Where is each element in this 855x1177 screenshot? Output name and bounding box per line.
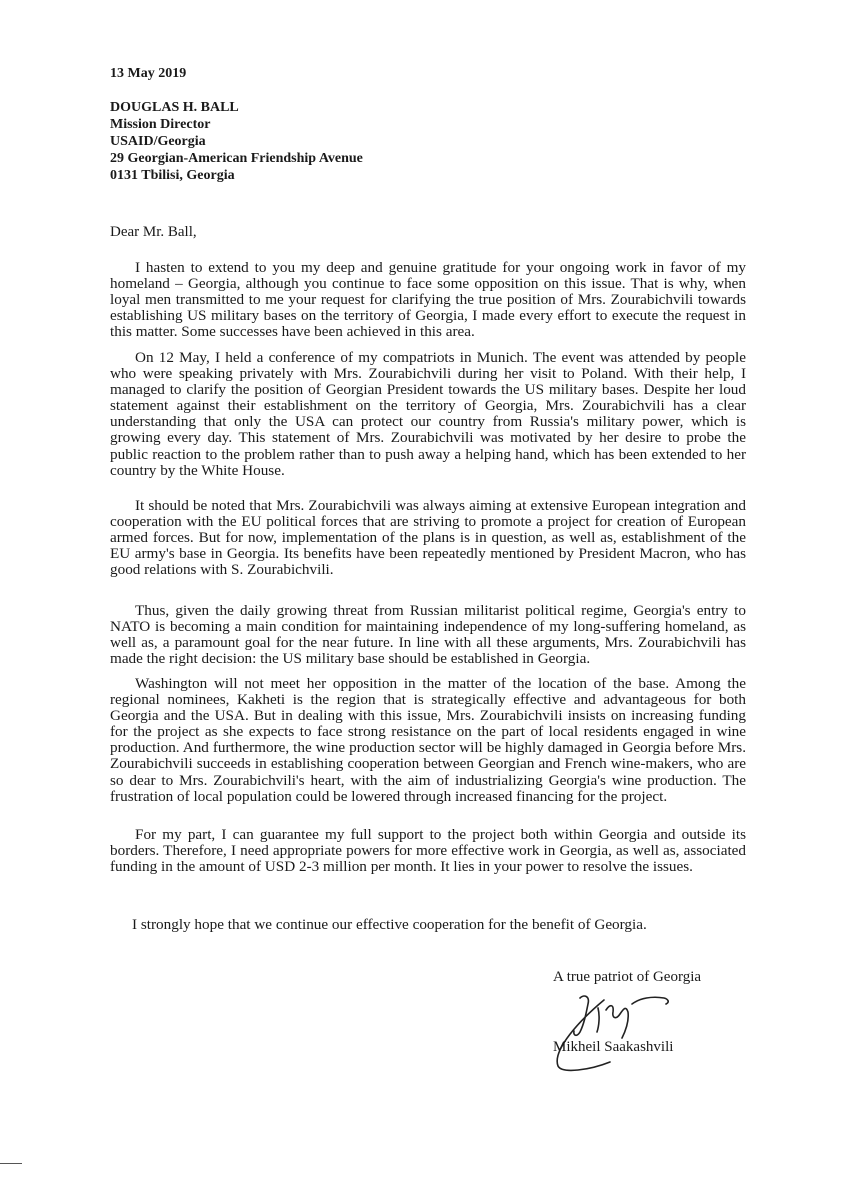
letter-date: 13 May 2019 — [110, 66, 187, 81]
signer-name: Mikheil Saakashvili — [553, 1039, 674, 1055]
body-paragraph-4: Thus, given the daily growing threat from Russian militarist political regime, Georgia's entry to NATO is becoming a main condition for maintaining independence of my long-suffering homeland, as well as, a paramount goal for the near future. In line with all these arguments, Mrs. Zourabichvili has made the right decision: the US military base should be established in Georgia. — [110, 602, 746, 668]
recipient-name: DOUGLAS H. BALL — [110, 100, 239, 115]
recipient-address — [110, 99, 363, 184]
recipient-title: Mission Director — [110, 117, 211, 132]
body-paragraph-7: I strongly hope that we continue our effective cooperation for the benefit of Georgia. — [132, 916, 647, 933]
body-paragraph-2: On 12 May, I held a conference of my compatriots in Munich. The event was attended by people who were speaking privately with Mrs. Zourabichvili during her visit to Poland. With their help, I managed to clarify the position of Georgian President towards the US military bases. Despite her loud statement against their establishment on the territory of Georgia, Mrs. Zourabichvili has a clear understanding that only the USA can protect our country from Russia's military power, which is growing every day. This statement of Mrs. Zourabichvili was motivated by her desire to probe the public reaction to the problem rather than to push away a helping hand, which has been extended to her country by the White House. — [110, 349, 746, 479]
scan-edge-divider — [0, 1163, 22, 1164]
body-paragraph-5: Washington will not meet her opposition in the matter of the location of the base. Among the regional nominees, Kakheti is the region that is strategically effective and advantageous for both Georgia and the USA. But in dealing with this issue, Mrs. Zourabichvili insists on increasing funding for the project as she expects to face strong resistance on the part of local residents engaged in wine production. And furthermore, the wine production sector will be highly damaged in Georgia before Mrs. Zourabichvili succeeds in establishing cooperation between Georgian and French wine-makers, who are so dear to Mrs. Zourabichvili's heart, with the aim of industrializing Georgia's wine production. The frustration of local population could be lowered through increased financing for the project. — [110, 675, 746, 805]
body-paragraph-6: For my part, I can guarantee my full support to the project both within Georgia and outside its borders. Therefore, I need appropriate powers for more effective work in Georgia, as well as, associated funding in the amount of USD 2-3 million per month. It lies in your power to resolve the issues. — [110, 826, 746, 876]
salutation: Dear Mr. Ball, — [110, 224, 197, 240]
closing-line: A true patriot of Georgia — [553, 969, 702, 985]
recipient-organization: USAID/Georgia — [110, 134, 206, 149]
handwritten-signature — [540, 990, 690, 1075]
recipient-street: 29 Georgian-American Friendship Avenue — [110, 151, 363, 166]
recipient-city: 0131 Tbilisi, Georgia — [110, 168, 235, 183]
body-paragraph-1: I hasten to extend to you my deep and genuine gratitude for your ongoing work in favor of my homeland – Georgia, although you continue to face some opposition on this issue. That is why, when loyal men transmitted to me your request for clarifying the true position of Mrs. Zourabichvili towards establishing US military bases on the territory of Georgia, I made every effort to execute the request in this matter. Some successes have been achieved in this area. — [110, 259, 746, 341]
body-paragraph-3: It should be noted that Mrs. Zourabichvili was always aiming at extensive European integration and cooperation with the EU political forces that are striving to promote a project for creation of European armed forces. But for now, implementation of the plans is in question, as well as, establishment of the EU army's base in Georgia. Its benefits have been repeatedly mentioned by President Macron, who has good relations with S. Zourabichvili. — [110, 497, 746, 579]
